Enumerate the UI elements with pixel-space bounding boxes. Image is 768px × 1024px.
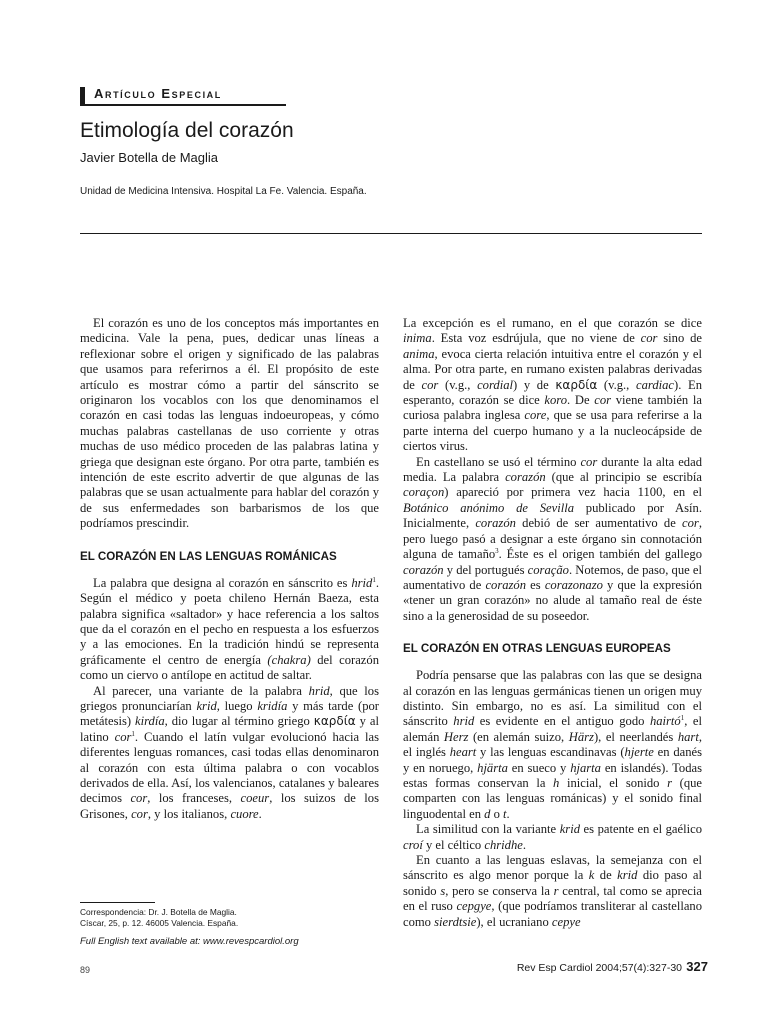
- article-author: Javier Botella de Maglia: [80, 150, 219, 165]
- body-paragraph: La palabra que designa al corazón en sánscrito es hrid$^1$. Según el médico y poeta chileno Hernán Baeza, esta palabra significa «saltador» y hace referencia a los saltos que da el corazón en el pecho en respuesta a los esfuerzos y a las emociones. En la tradición hindú se representa gráficamente el centro de energía (chakra) del corazón como un ciervo o antílope en actitud de saltar.: [80, 575, 379, 683]
- body-paragraph: La similitud con la variante krid es patente en el gaélico croí y el céltico chridhe.: [403, 822, 702, 852]
- section-header-bar: [80, 87, 85, 104]
- body-paragraph: Podría pensarse que las palabras con las que se designa al corazón en las lenguas germánicas tienen un origen muy distinto. Sin embargo, no es así. La similitud con el sánscrito hrid es evidente en el antiguo godo hairtó$^1$, el alemán Herz (en alemán suizo, Härz), el neerlandés hart, el inglés heart y las lenguas escandinavas (hjerte en danés y en noruego, hjärta en sueco y hjarta en islandés). Todas estas formas conservan la h inicial, el sonido r (que comparten con las lenguas románicas) y el sonido final linguodental en d o t.: [403, 668, 703, 821]
- footnote-line: Correspondencia: Dr. J. Botella de Maglia.: [80, 907, 237, 917]
- article-title: Etimología del corazón: [80, 119, 294, 142]
- footnote-rule: [80, 902, 155, 903]
- heading-romance-languages: EL CORAZÓN EN LAS LENGUAS ROMÁNICAS: [80, 549, 337, 563]
- body-paragraph: En castellano se usó el término cor durante la alta edad media. La palabra corazón (que al principio se escribía coraçon) apareció por primera vez hacia 1100, en el Botánico anónimo de Sevilla publicado por Asín. Inicialmente, corazón debió de ser aumentativo de cor, pero luego pasó a designar a este órgano sin connotación alguna de tamaño$^3$. Éste es el origen también del gallego corazón y del portugués coração. Notemos, de paso, que el aumentativo de corazón es corazonazo y que la expresión «tener un gran corazón» no alude al tamaño real de éste sino a la generosidad de su poseedor.: [403, 454, 702, 623]
- page-number-right: 327: [686, 959, 708, 974]
- footnote-line: Císcar, 25, p. 12. 46005 Valencia. España.: [80, 917, 239, 928]
- heading-other-european-languages: EL CORAZÓN EN OTRAS LENGUAS EUROPEAS: [403, 642, 671, 656]
- left-column: [80, 316, 379, 822]
- journal-reference: Rev Esp Cardiol 2004;57(4):327-30: [516, 962, 682, 974]
- header-divider: [80, 233, 702, 234]
- intro-paragraph: El corazón es uno de los conceptos más importantes en medicina. Vale la pena, pues, dedicar unas líneas a reflexionar sobre el origen y significado de las palabras que usamos para referirnos a él. El propósito de este artículo es mostrar cómo a partir del sánscrito se originaron los vocablos con los que denominamos el corazón en casi todas las lenguas indoeuropeas, y cómo muchas palabras castellanas de uso corriente y otras muchas de uso médico proceden de las palabras latina y griega que designan este órgano. Por otra parte, también es intención de este escrito advertir de que algunas de las palabras que se usan actualmente para hablar del corazón y de sus enfermedades son barbarismos de los que podríamos prescindir.: [80, 316, 379, 531]
- section-label: Artículo Especial: [94, 86, 222, 101]
- right-column: [403, 316, 702, 930]
- section-header-rule: [80, 104, 286, 106]
- correspondence-footnote: [80, 907, 238, 928]
- body-paragraph: Al parecer, una variante de la palabra hrid, que los griegos pronunciarían krid, luego kridía y más tarde (por metátesis) kirdía, dio lugar al término griego καρδία y al latino cor$^1$. Cuando el latín vulgar evolucionó hacia las diferentes lenguas romances, casi todas ellas denominaron al corazón con esta última palabra o con vocablos derivados de ella. Así, los valencianos, catalanes y baleares decimos cor, los franceses, coeur, los suizos de los Grisones, cor, y los italianos, cuore.: [80, 683, 379, 821]
- author-affiliation: Unidad de Medicina Intensiva. Hospital La Fe. Valencia. España.: [80, 186, 367, 197]
- section-header: [80, 84, 286, 106]
- body-paragraph: La excepción es el rumano, en el que corazón se dice inima. Esta voz esdrújula, que no viene de cor sino de anima, evoca cierta relación intuitiva entre el corazón y el alma. Por otra parte, en rumano existen palabras derivadas de cor (v.g., cordial) y de καρδία (v.g., cardiac). En esperanto, corazón se dice koro. De cor viene también la curiosa palabra inglesa core, que se usa para referirse a la parte interna del cuerpo humano y a la nucleocápside de ciertos virus.: [403, 316, 703, 454]
- english-text-notice: Full English text available at: www.revespcardiol.org: [80, 936, 299, 947]
- page-number-left: 89: [80, 965, 91, 975]
- body-paragraph: En cuanto a las lenguas eslavas, la semejanza con el sánscrito es algo menor porque la k de krid dio paso al sonido s, pero se conserva la r central, tal como se aprecia en el ruso cepgye, (que podríamos transliterar al castellano como sierdtsie), el ucraniano cepye: [403, 853, 703, 929]
